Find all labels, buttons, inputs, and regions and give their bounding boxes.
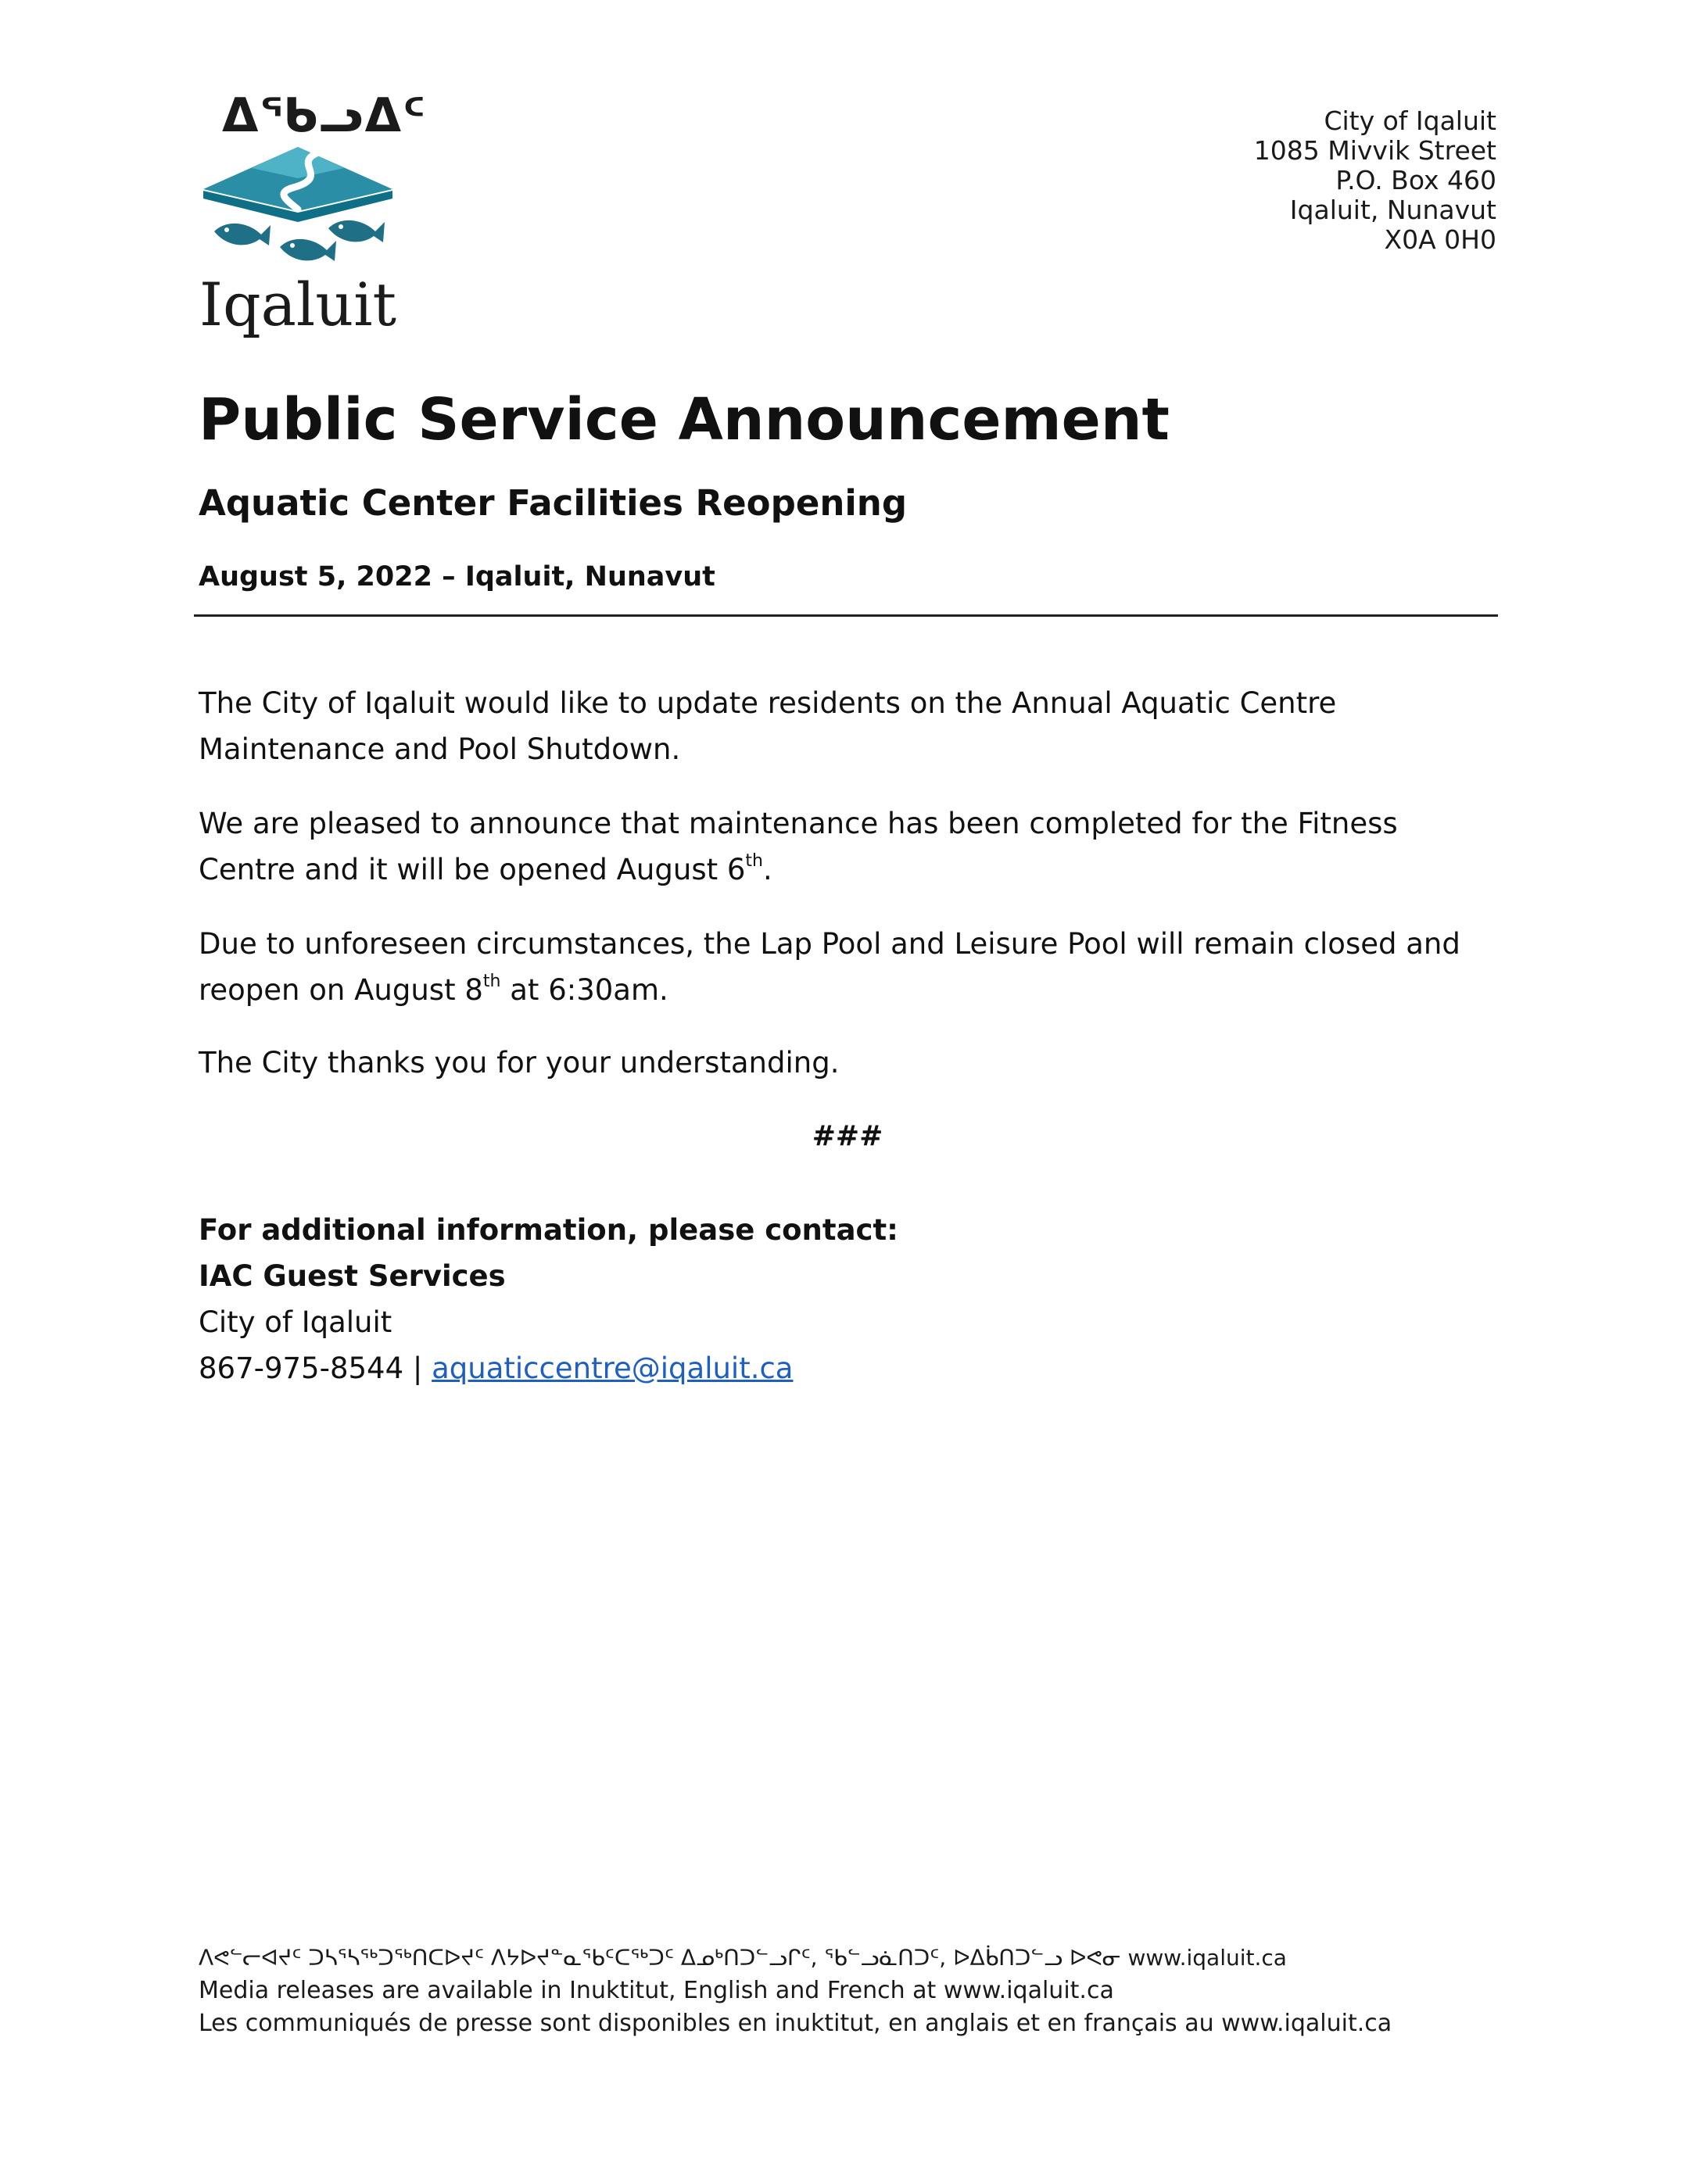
logo-emblem-icon (203, 147, 392, 272)
contact-organization: City of Iqaluit (199, 1305, 392, 1339)
page-subtitle: Aquatic Center Facilities Reopening (199, 482, 908, 524)
address-line: P.O. Box 460 (1335, 165, 1496, 195)
paragraph-text: at 6:30am. (500, 973, 668, 1007)
header-divider (194, 614, 1498, 617)
ordinal-suffix: th (482, 971, 501, 991)
footer (199, 1942, 1392, 2040)
paragraph-text: We are pleased to announce that maintenance has been completed for the Fitness Centre and it will be opened August 6 (199, 807, 1398, 886)
contact-line (199, 1345, 898, 1391)
footer-french: Les communiqués de presse sont disponibles en inuktitut, en anglais et en français au www.iqaluit.ca (199, 2010, 1392, 2037)
address-line: 1085 Mivvik Street (1253, 135, 1496, 166)
page-title: Public Service Announcement (199, 386, 1170, 453)
footer-english: Media releases are available in Inuktitut, English and French at www.iqaluit.ca (199, 1977, 1114, 2004)
paragraph-pools (199, 921, 1496, 1013)
paragraph-text: . (762, 853, 772, 886)
contact-phone: 867-975-8544 (199, 1352, 404, 1385)
city-address (1254, 106, 1496, 255)
logo-wordmark: Iqaluit (199, 270, 397, 339)
end-mark: ### (812, 1120, 883, 1152)
footer-inuktitut: ᐱᕙᓪᓕᐊᔪᑦ ᑐᓴᕐᓴᖅᑐᖅᑎᑕᐅᔪᑦ ᐱᔭᐅᔪᓐᓇᖃᑦᑕᖅᑐᑦ ᐃᓄᒃᑎᑐᓪᓗᒋᑦ, ᖃᓪᓗᓈᑎᑐᑦ, ᐅᐃᑳᑎᑐᓪᓗ ᐅᕙᓂ www.iqaluit.ca (199, 1945, 1287, 1971)
address-line: Iqaluit, Nunavut (1289, 195, 1496, 225)
paragraph-thanks: The City thanks you for your understanding. (199, 1046, 840, 1079)
address-line: City of Iqaluit (1324, 106, 1496, 136)
paragraph-intro: The City of Iqaluit would like to update residents on the Annual Aquatic Centre Maintenance and Pool Shutdown. (199, 686, 1337, 766)
contact-separator: | (412, 1352, 423, 1385)
paragraph-text: Due to unforeseen circumstances, the Lap Pool and Leisure Pool will remain closed and reopen on August 8 (199, 927, 1460, 1007)
city-logo (199, 88, 427, 339)
address-line: X0A 0H0 (1384, 224, 1496, 255)
logo-syllabics: ᐃᖃᓗᐃᑦ (222, 88, 427, 143)
contact-block (199, 1207, 898, 1391)
dateline: August 5, 2022 – Iqaluit, Nunavut (199, 561, 715, 593)
contact-name: IAC Guest Services (199, 1259, 506, 1293)
paragraph-fitness-centre (199, 800, 1496, 893)
ordinal-suffix: th (745, 850, 763, 871)
contact-email-link[interactable]: aquaticcentre@iqaluit.ca (432, 1352, 794, 1385)
contact-heading: For additional information, please contact: (199, 1213, 898, 1247)
